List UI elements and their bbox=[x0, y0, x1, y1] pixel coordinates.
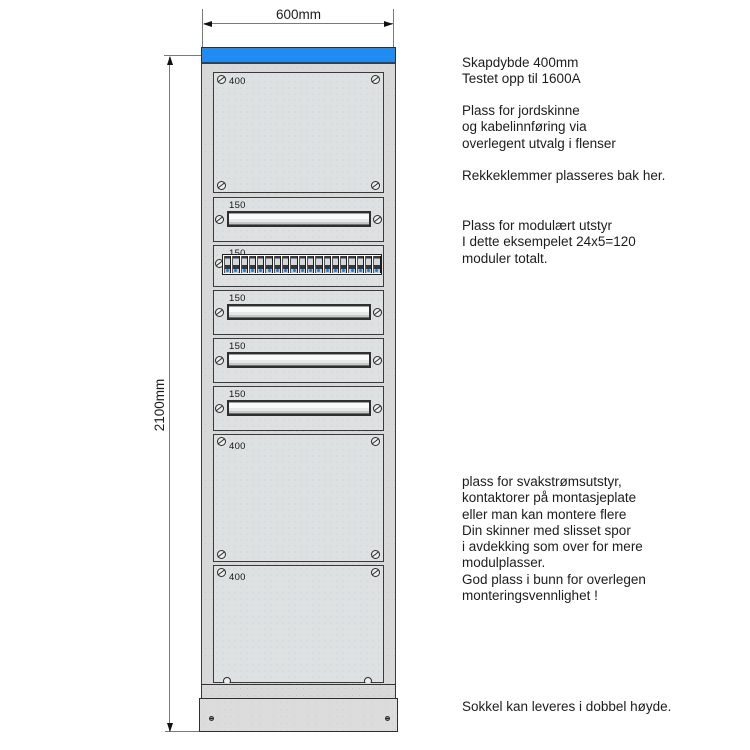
breaker-module bbox=[265, 256, 272, 273]
width-dimension-line bbox=[204, 23, 393, 24]
screw-icon bbox=[373, 308, 382, 317]
breaker-module bbox=[348, 256, 355, 273]
screw-icon bbox=[371, 568, 380, 577]
breaker-module bbox=[332, 256, 339, 273]
panel-150-rail-4 bbox=[213, 386, 384, 431]
note-line: overlegent utvalg i flenser bbox=[462, 135, 616, 151]
breaker-module bbox=[373, 256, 380, 273]
note-low-current bbox=[462, 474, 646, 604]
note-line: Plass for modulært utstyr bbox=[462, 218, 613, 233]
screw-icon bbox=[215, 404, 224, 413]
height-arrow-bottom bbox=[167, 723, 173, 732]
breaker-module bbox=[224, 256, 231, 273]
screw-icon bbox=[364, 677, 374, 683]
breaker-module bbox=[257, 256, 264, 273]
screw-icon bbox=[373, 356, 382, 365]
note-line: i avdekking som over for mere bbox=[462, 539, 643, 555]
din-rail-slot bbox=[227, 352, 371, 368]
note-line: Plass for jordskinne bbox=[462, 103, 580, 118]
note-line: Testet opp til 1600A bbox=[462, 71, 581, 87]
note-line: Rekkeklemmer plasseres bak her. bbox=[462, 168, 666, 183]
note-line: Din skinner med slisset spor bbox=[462, 522, 631, 538]
panel-height-label: 150 bbox=[229, 200, 246, 211]
breaker-module bbox=[274, 256, 281, 273]
screw-icon bbox=[217, 75, 226, 84]
note-plinth bbox=[462, 699, 671, 715]
screw-icon bbox=[215, 308, 224, 317]
screw-icon bbox=[373, 215, 382, 224]
screw-icon bbox=[217, 181, 226, 190]
cabinet-front-view bbox=[201, 47, 396, 732]
note-line: kontaktorer på montasjeplate bbox=[462, 490, 637, 506]
breaker-module bbox=[315, 256, 322, 273]
panel-height-label: 150 bbox=[229, 293, 246, 304]
note-line: Sokkel kan leveres i dobbel høyde. bbox=[462, 699, 672, 714]
panel-400-top bbox=[213, 72, 384, 193]
screw-icon bbox=[217, 550, 226, 559]
screw-icon bbox=[385, 716, 390, 721]
screw-icon bbox=[373, 404, 382, 413]
note-modular bbox=[462, 218, 636, 267]
circuit-breaker-row bbox=[222, 254, 382, 275]
height-dimension-line bbox=[169, 57, 170, 731]
breaker-module bbox=[232, 256, 239, 273]
breaker-module bbox=[307, 256, 314, 273]
cabinet-plinth bbox=[199, 698, 398, 732]
width-dimension-label: 600mm bbox=[275, 7, 321, 22]
screw-icon bbox=[209, 716, 214, 721]
note-line: God plass i bunn for overlegen bbox=[462, 571, 646, 587]
breaker-module bbox=[324, 256, 331, 273]
panel-150-breakers bbox=[213, 245, 384, 287]
breaker-module bbox=[357, 256, 364, 273]
screw-icon bbox=[371, 550, 380, 559]
height-arrow-top bbox=[167, 56, 173, 65]
note-line: modulplasser. bbox=[462, 555, 546, 571]
width-extension-line-left bbox=[202, 9, 203, 47]
din-rail-slot bbox=[227, 400, 371, 416]
screw-icon bbox=[223, 677, 233, 683]
note-terminals bbox=[462, 168, 665, 184]
panel-150-rail-1 bbox=[213, 197, 384, 242]
breaker-module bbox=[249, 256, 256, 273]
note-line: I dette eksempelet 24x5=120 bbox=[462, 234, 636, 250]
din-rail-slot bbox=[227, 304, 371, 320]
breaker-module bbox=[241, 256, 248, 273]
panel-150-rail-2 bbox=[213, 290, 384, 335]
panel-height-label: 400 bbox=[229, 441, 246, 452]
note-line: plass for svakstrømsutstyr, bbox=[462, 474, 622, 489]
screw-icon bbox=[371, 181, 380, 190]
note-line: Skapdybde 400mm bbox=[462, 55, 579, 70]
breaker-module bbox=[365, 256, 372, 273]
note-line: og kabelinnføring via bbox=[462, 119, 587, 135]
breaker-module bbox=[340, 256, 347, 273]
note-line: monteringsvennlighet ! bbox=[462, 588, 598, 604]
screw-icon bbox=[371, 75, 380, 84]
screw-icon bbox=[371, 437, 380, 446]
panel-400-middle bbox=[213, 434, 384, 562]
screw-icon bbox=[215, 356, 224, 365]
height-dimension-label: 2100mm bbox=[152, 378, 167, 432]
panel-height-label: 400 bbox=[229, 572, 246, 583]
note-line: eller man kan montere flere bbox=[462, 506, 627, 522]
screw-icon bbox=[217, 568, 226, 577]
screw-icon bbox=[215, 215, 224, 224]
panel-150-rail-3 bbox=[213, 338, 384, 383]
panel-height-label: 400 bbox=[229, 76, 246, 87]
screw-icon bbox=[217, 437, 226, 446]
panel-400-bottom bbox=[213, 565, 384, 683]
din-rail-slot bbox=[227, 211, 371, 227]
width-extension-line-right bbox=[393, 9, 394, 47]
note-depth bbox=[462, 55, 581, 88]
note-line: moduler totalt. bbox=[462, 250, 548, 266]
breaker-module bbox=[290, 256, 297, 273]
panel-height-label: 150 bbox=[229, 341, 246, 352]
breaker-module bbox=[299, 256, 306, 273]
panel-height-label: 150 bbox=[229, 389, 246, 400]
note-ground-bar bbox=[462, 103, 616, 152]
breaker-module bbox=[282, 256, 289, 273]
